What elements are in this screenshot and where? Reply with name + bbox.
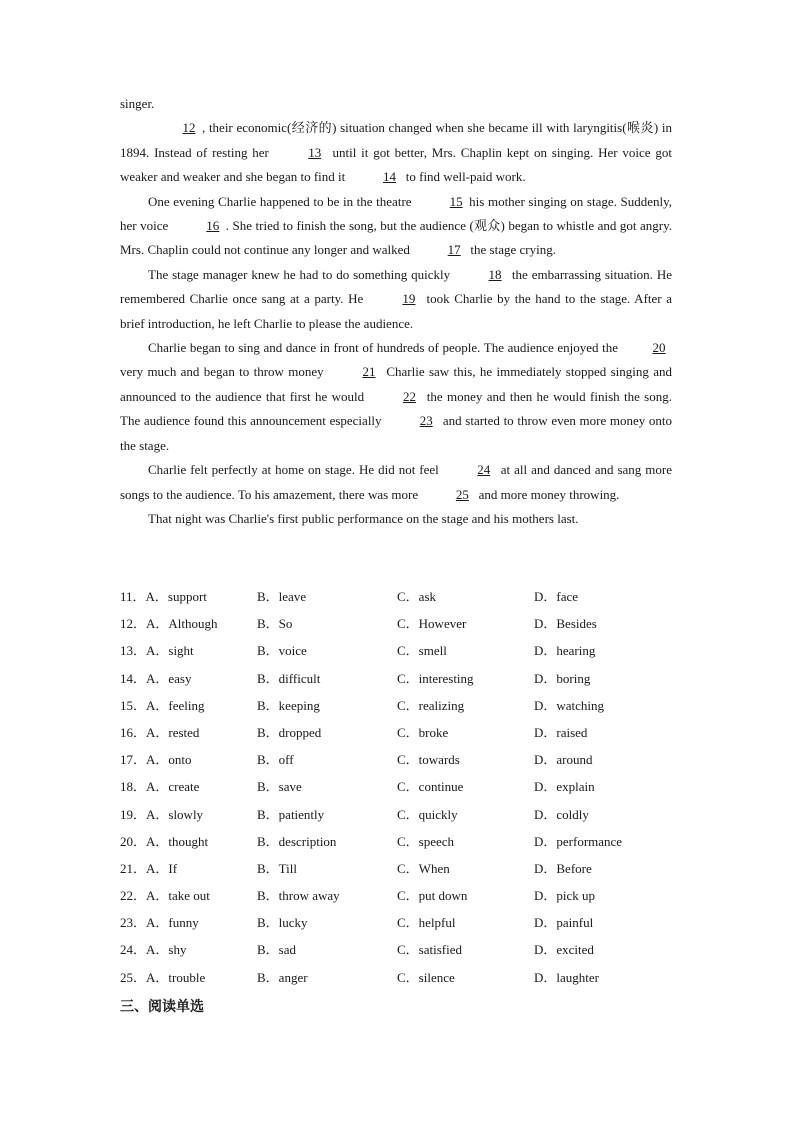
option-a: 25．A．trouble — [120, 969, 206, 985]
passage-text: and more money throwing. — [475, 486, 620, 502]
option-d: D．excited — [534, 942, 594, 958]
blank-number: 12 — [182, 120, 196, 136]
blank-number: 13 — [308, 144, 322, 160]
option-d: D．around — [534, 752, 593, 768]
option-a: 17．A．onto — [120, 752, 192, 768]
option-d: D．Besides — [534, 616, 597, 632]
option-d: D．explain — [534, 779, 595, 795]
option-a: 11．A．support — [120, 589, 207, 604]
option-c: C．continue — [397, 779, 464, 795]
section-heading: 三、阅读单选 — [120, 999, 204, 1015]
option-b: B．voice — [257, 643, 307, 659]
option-a: 22．A．take out — [120, 888, 210, 904]
passage-text: the stage crying. — [467, 242, 556, 258]
passage-text: and started to throw even more money onto the stage. — [120, 413, 673, 453]
passage-text: very much and began to throw money — [120, 364, 328, 380]
passage-text: at all and danced and sang more songs to the audience. To his amazement, there was more — [120, 462, 672, 502]
option-c: C．towards — [397, 752, 460, 768]
blank-number: 15 — [449, 193, 463, 209]
option-row — [120, 776, 680, 803]
passage-paragraph — [120, 190, 672, 263]
option-b: B．keeping — [257, 697, 320, 713]
passage-text: That night was Charlie's first public performance on the stage and his mothers last. — [148, 510, 579, 526]
passage-text: singer. — [120, 96, 155, 111]
option-d: D．Before — [534, 860, 592, 876]
option-row — [120, 804, 680, 831]
option-row — [120, 939, 680, 966]
passage-paragraph — [120, 507, 672, 531]
option-d: D．hearing — [534, 643, 596, 659]
passage-text: his mother singing on stage. Suddenly, her voice — [120, 193, 673, 234]
option-b: B．save — [257, 779, 302, 795]
option-b: B．sad — [257, 942, 297, 958]
option-c: C．smell — [397, 643, 447, 659]
blank-number: 23 — [419, 413, 433, 429]
blank-number: 19 — [402, 291, 416, 307]
passage-text: The stage manager knew he had to do something quickly — [148, 266, 455, 282]
option-c: C．interesting — [397, 670, 474, 686]
blank-number: 14 — [383, 169, 396, 185]
blank-number: 24 — [477, 462, 491, 478]
option-d: D．painful — [534, 915, 594, 931]
option-b: B．dropped — [257, 724, 322, 740]
option-row — [120, 613, 680, 640]
option-a: 14．A．easy — [120, 670, 192, 686]
option-c: C．satisfied — [397, 942, 462, 958]
passage-paragraph — [120, 458, 672, 507]
option-a: 24．A．shy — [120, 942, 187, 958]
option-c: C．broke — [397, 724, 449, 740]
option-b: B．off — [257, 752, 294, 768]
option-row — [120, 668, 680, 695]
option-a: 16．A．rested — [120, 724, 200, 740]
option-a: 19．A．slowly — [120, 806, 204, 822]
option-b: B．anger — [257, 969, 308, 985]
option-b: B．lucky — [257, 915, 308, 931]
option-row — [120, 586, 680, 613]
option-a: 18．A．create — [120, 779, 200, 795]
option-c: C．realizing — [397, 697, 465, 713]
option-b: B．So — [257, 616, 293, 632]
option-c: C．When — [397, 860, 450, 876]
option-row — [120, 749, 680, 776]
option-d: D．watching — [534, 697, 605, 713]
option-b: B．description — [257, 833, 337, 849]
passage-text: Charlie began to sing and dance in front of hundreds of people. The audience enjoyed the — [148, 340, 618, 356]
answer-options-list — [120, 586, 680, 994]
option-c: C．However — [397, 616, 467, 632]
passage-text: . She tried to finish the song, but the audience (观众) began to whistle and got angry. Mrs. Chaplin could not continue any longer and walked — [120, 218, 672, 258]
blank-number: 20 — [652, 340, 666, 356]
passage-paragraph — [120, 116, 672, 189]
option-row — [120, 695, 680, 722]
passage-text: One evening Charlie happened to be in the theatre — [148, 193, 416, 209]
passage-text: Charlie felt perfectly at home on stage. He did not feel — [148, 462, 443, 478]
blank-number: 22 — [402, 388, 416, 404]
option-c: C．helpful — [397, 915, 456, 931]
option-row — [120, 967, 680, 994]
passage-paragraph — [120, 92, 672, 116]
option-a: 20．A．thought — [120, 833, 209, 849]
passage-paragraph — [120, 263, 672, 336]
option-d: D．raised — [534, 724, 588, 740]
option-a: 13．A．sight — [120, 643, 194, 659]
passage-text: until it got better, Mrs. Chaplin kept on singing. Her voice got weaker and weaker and she began to find it — [120, 144, 672, 185]
passage-paragraph — [120, 336, 672, 458]
option-row — [120, 858, 680, 885]
option-c: C．silence — [397, 969, 455, 985]
passage-text: to find well-paid work. — [402, 169, 526, 185]
passage-text: Charlie saw this, he immediately stopped singing and announced to the audience that first he would — [120, 364, 672, 404]
option-d: D．face — [534, 589, 579, 604]
option-c: C．speech — [397, 833, 455, 849]
option-row — [120, 831, 680, 858]
option-a: 21．A．If — [120, 860, 178, 876]
option-a: 12．A．Although — [120, 616, 218, 632]
cloze-passage — [120, 92, 672, 531]
option-a: 15．A．feeling — [120, 697, 205, 713]
option-c: C．quickly — [397, 806, 458, 822]
option-d: D．laughter — [534, 969, 599, 985]
blank-number: 17 — [447, 242, 461, 258]
blank-number: 18 — [488, 266, 502, 282]
option-row — [120, 885, 680, 912]
blank-number: 16 — [206, 218, 220, 234]
blank-number: 25 — [455, 486, 469, 502]
blank-number: 21 — [362, 364, 376, 380]
option-row — [120, 722, 680, 749]
option-b: B．difficult — [257, 670, 321, 686]
option-a: 23．A．funny — [120, 915, 199, 931]
passage-text: the money and then he would finish the song. The audience found this announcement especially — [120, 388, 672, 429]
passage-text: the embarrassing situation. He remembered Charlie once sang at a party. He — [120, 266, 672, 307]
option-row — [120, 640, 680, 667]
option-b: B．patiently — [257, 806, 325, 822]
option-d: D．pick up — [534, 888, 596, 904]
passage-text: , their economic(经济的) situation changed when she became ill with laryngitis(喉炎) in 1894. Instead of resting her — [120, 120, 672, 160]
option-d: D．coldly — [534, 806, 589, 822]
option-row — [120, 912, 680, 939]
option-d: D．performance — [534, 833, 623, 849]
option-c: C．put down — [397, 888, 468, 904]
option-b: B．Till — [257, 860, 297, 876]
option-b: B．leave — [257, 589, 307, 604]
option-d: D．boring — [534, 670, 591, 686]
option-c: C．ask — [397, 589, 437, 604]
passage-text: took Charlie by the hand to the stage. After a brief introduction, he left Charlie to please the audience. — [120, 291, 672, 331]
option-b: B．throw away — [257, 888, 340, 904]
